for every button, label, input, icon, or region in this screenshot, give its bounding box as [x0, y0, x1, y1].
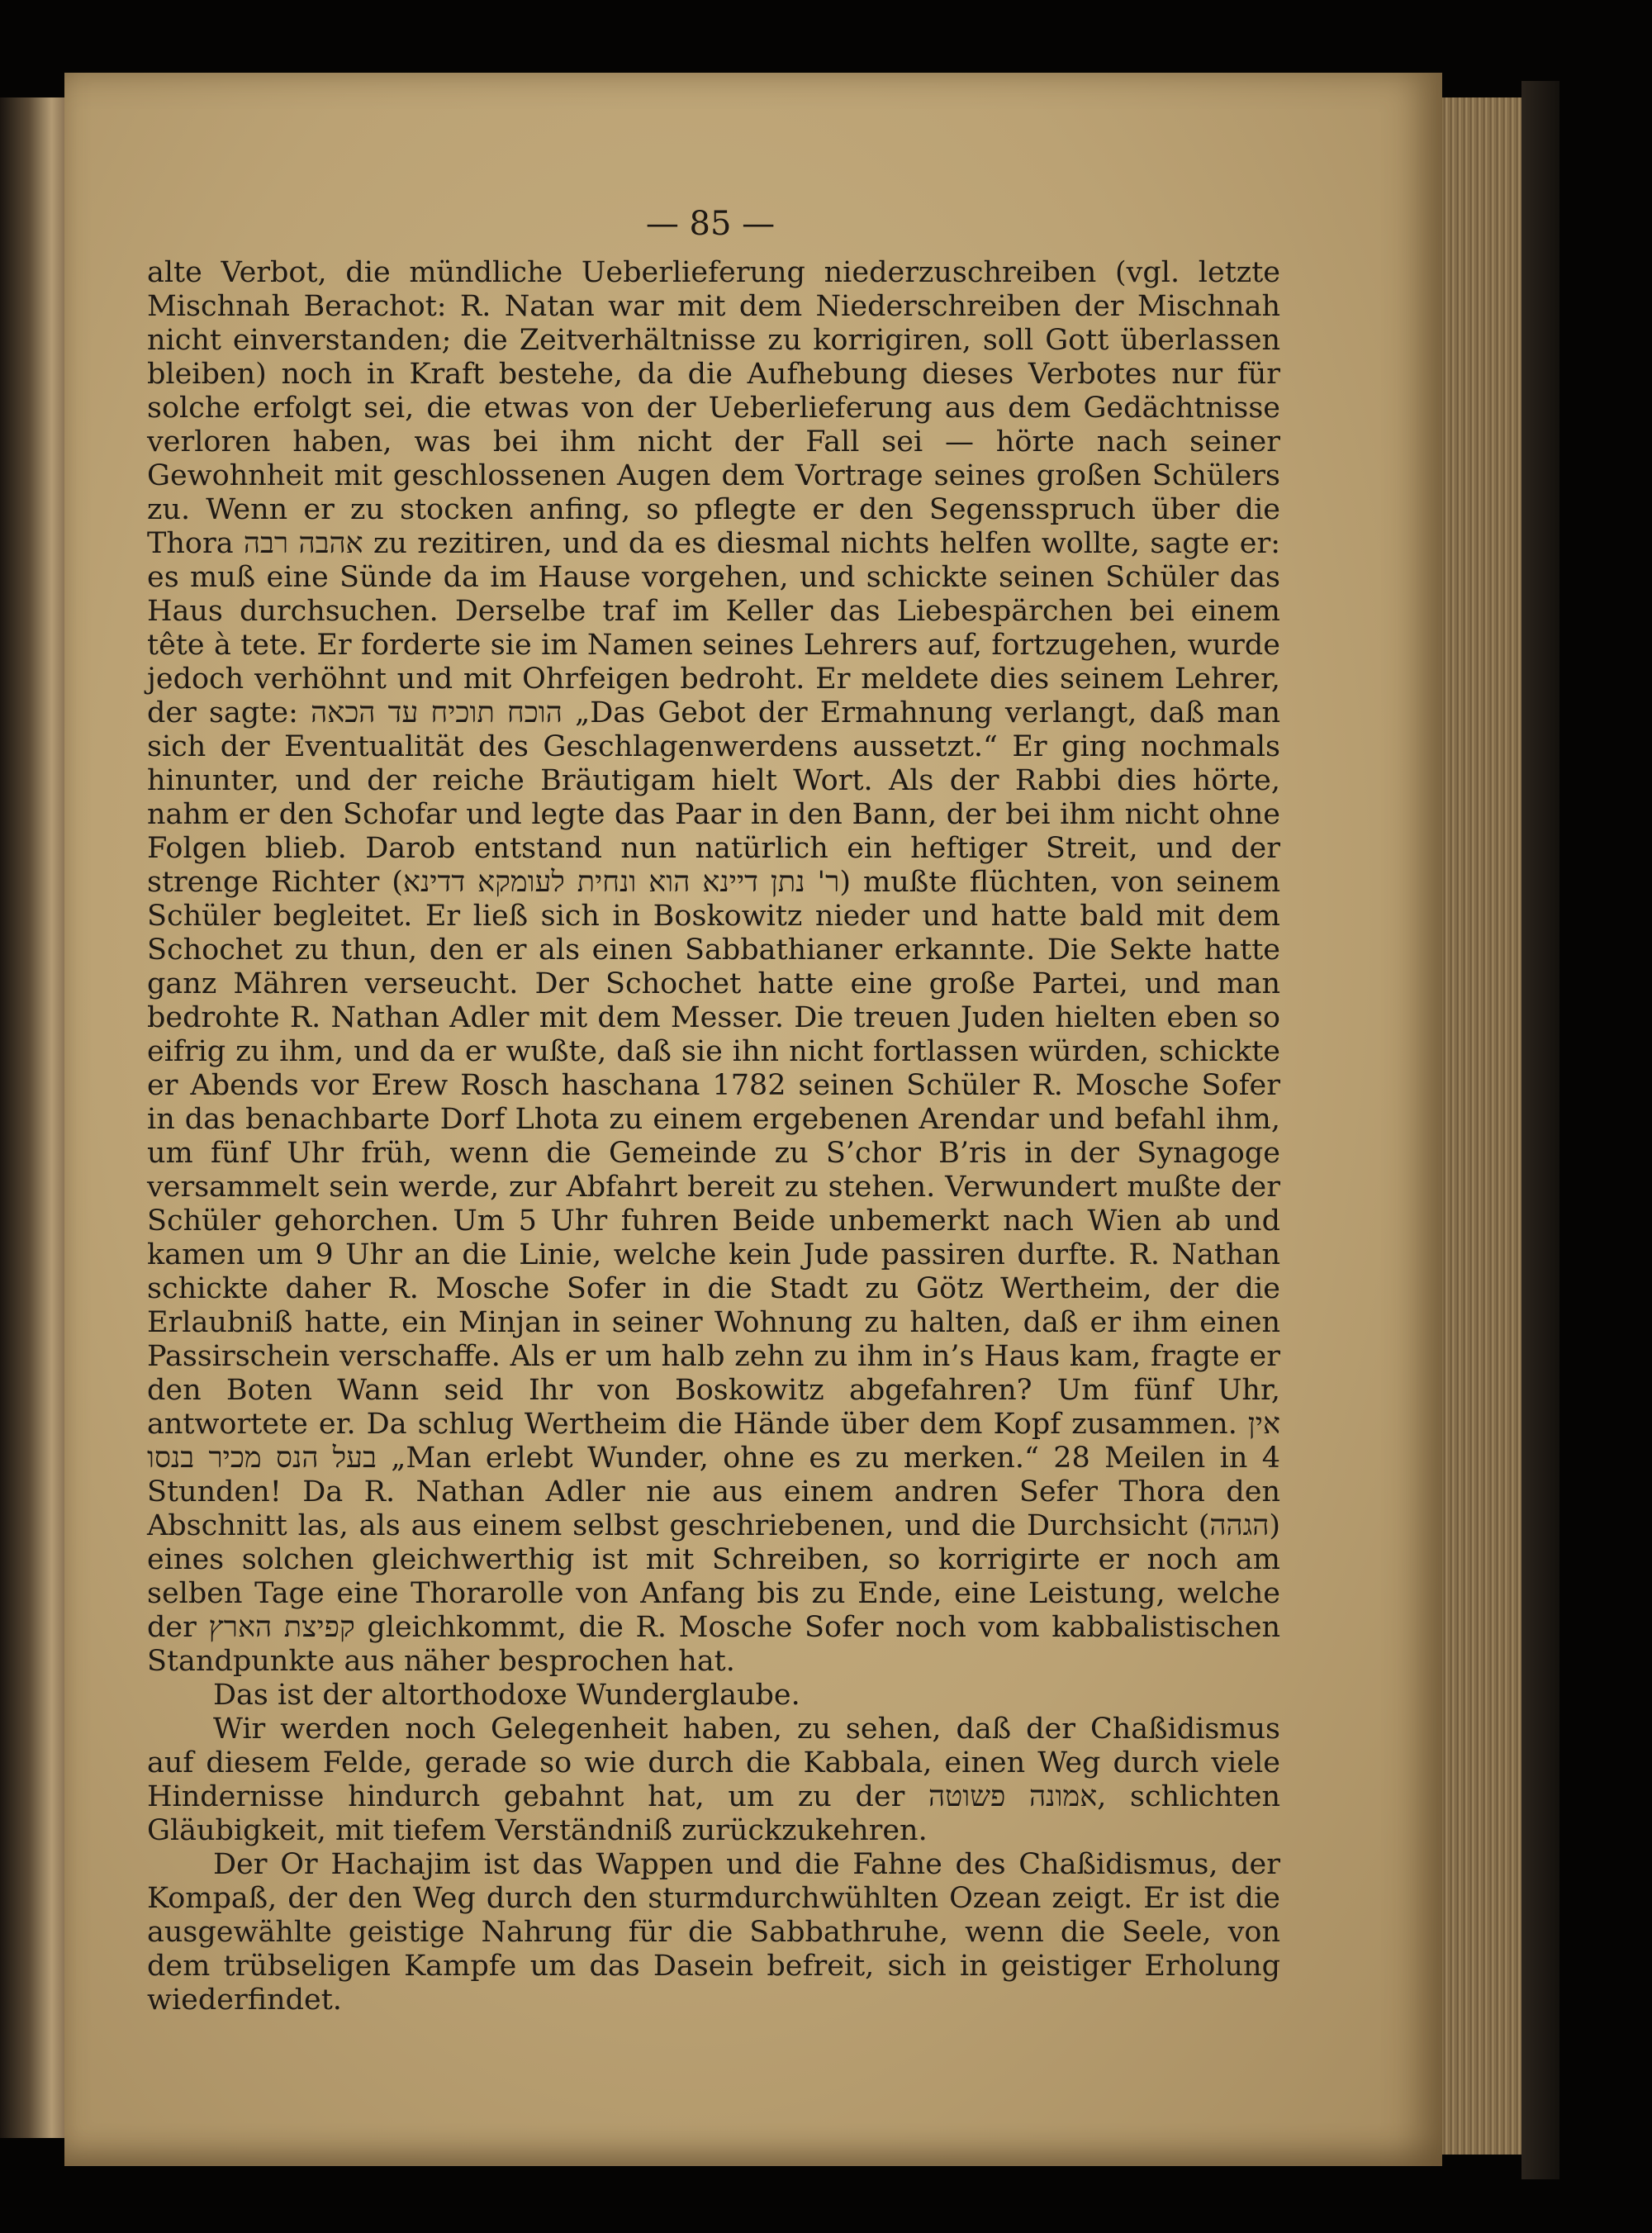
paragraph-2: Das ist der altorthodoxe Wunderglaube.: [213, 1679, 800, 1712]
facing-page-edge: [0, 97, 64, 2138]
paragraph-4: Der Or Hachajim ist das Wappen und die Fahne des Chaßidismus, der Kompaß, der den Weg durch den sturmdurchwühlten Ozean zeigt. Er ist die ausgewählte geistige Nahrung für die Sabbathruhe, wenn die Seele, von dem trübseligen Kampfe um das Dasein befreit, sich in geistiger Erholung wiederfindet.: [147, 1848, 1280, 2017]
page-text: [147, 256, 1280, 2017]
page-number: — 85 —: [645, 205, 776, 243]
page-stack-edge: [1442, 97, 1521, 2155]
paragraph-3: Wir werden noch Gelegenheit haben, zu sehen, daß der Chaßidismus auf diesem Felde, gerade so wie durch die Kabbala, einen Weg durch viele Hindernisse hindurch gebahnt hat, um zu der אמונה פשוטה, schlichten Gläubigkeit, mit tiefem Verständniß zurückzukehren.: [147, 1713, 1280, 1847]
book-cover-edge: [1521, 81, 1559, 2179]
paragraph-1: alte Verbot, die mündliche Ueberlieferung niederzuschreiben (vgl. letzte Mischnah Berachot: R. Natan war mit dem Niederschreiben der Mischnah nicht einverstanden; die Zeitverhältnisse zu korrigiren, soll Gott überlassen bleiben) noch in Kraft bestehe, da die Aufhebung dieses Verbotes nur für solche erfolgt sei, die etwas von der Ueberlieferung aus dem Gedächtnisse verloren haben, was bei ihm nicht der Fall sei — hörte nach seiner Gewohnheit mit geschlossenen Augen dem Vortrage seines großen Schülers zu. Wenn er zu stocken anfing, so pflegte er den Segensspruch über die Thora אהבה רבה zu rezitiren, und da es diesmal nichts helfen wollte, sagte er: es muß eine Sünde da im Hause vorgehen, und schickte seinen Schüler das Haus durchsuchen. Derselbe traf im Keller das Liebespärchen bei einem tête à tete. Er forderte sie im Namen seines Lehrers auf, fortzugehen, wurde jedoch verhöhnt und mit Ohrfeigen bedroht. Er meldete dies seinem Lehrer, der sagte: הוכח תוכיח עד הכאה „Das Gebot der Ermahnung verlangt, daß man sich der Eventualität des Geschlagenwerdens aussetzt.“ Er ging nochmals hinunter, und der reiche Bräutigam hielt Wort. Als der Rabbi dies hörte, nahm er den Schofar und legte das Paar in den Bann, der bei ihm nicht ohne Folgen blieb. Darob entstand nun natürlich ein heftiger Streit, und der strenge Richter (ר' נתן דיינא הוא ונחית לעומקא דדינא) mußte flüchten, von seinem Schüler begleitet. Er ließ sich in Boskowitz nieder und hatte bald mit dem Schochet zu thun, den er als einen Sabbathianer erkannte. Die Sekte hatte ganz Mähren verseucht. Der Schochet hatte eine große Partei, und man bedrohte R. Nathan Adler mit dem Messer. Die treuen Juden hielten eben so eifrig zu ihm, und da er wußte, daß sie ihn nicht fortlassen würden, schickte er Abends vor Erew Rosch haschana 1782 seinen Schüler R. Mosche Sofer in das benachbarte Dorf Lhota zu einem ergebenen Arendar und befahl ihm, um fünf Uhr früh, wenn die Gemeinde zu S’chor B’ris in der Synagoge versammelt sein werde, zur Abfahrt bereit zu stehen. Verwundert mußte der Schüler gehorchen. Um 5 Uhr fuhren Beide unbemerkt nach Wien ab und kamen um 9 Uhr an die Linie, welche kein Jude passiren durfte. R. Nathan schickte daher R. Mosche Sofer in die Stadt zu Götz Wertheim, der die Erlaubniß hatte, ein Minjan in seiner Wohnung zu halten, daß er ihm einen Passirschein verschaffe. Als er um halb zehn zu ihm in’s Haus kam, fragte er den Boten Wann seid Ihr von Boskowitz abgefahren? Um fünf Uhr, antwortete er. Da schlug Wertheim die Hände über dem Kopf zusammen. אין בעל הנס מכיר בנסו „Man erlebt Wunder, ohne es zu merken.“ 28 Meilen in 4 Stunden! Da R. Nathan Adler nie aus einem andren Sefer Thora den Abschnitt las, als aus einem selbst geschriebenen, und die Durchsicht (הגהה) eines solchen gleichwerthig ist mit Schreiben, so korrigirte er noch am selben Tage eine Thorarolle von Anfang bis zu Ende, eine Leistung, welche der קפיצת הארץ gleichkommt, die R. Mosche Sofer noch vom kabbalistischen Standpunkte aus näher besprochen hat.: [147, 256, 1281, 1678]
